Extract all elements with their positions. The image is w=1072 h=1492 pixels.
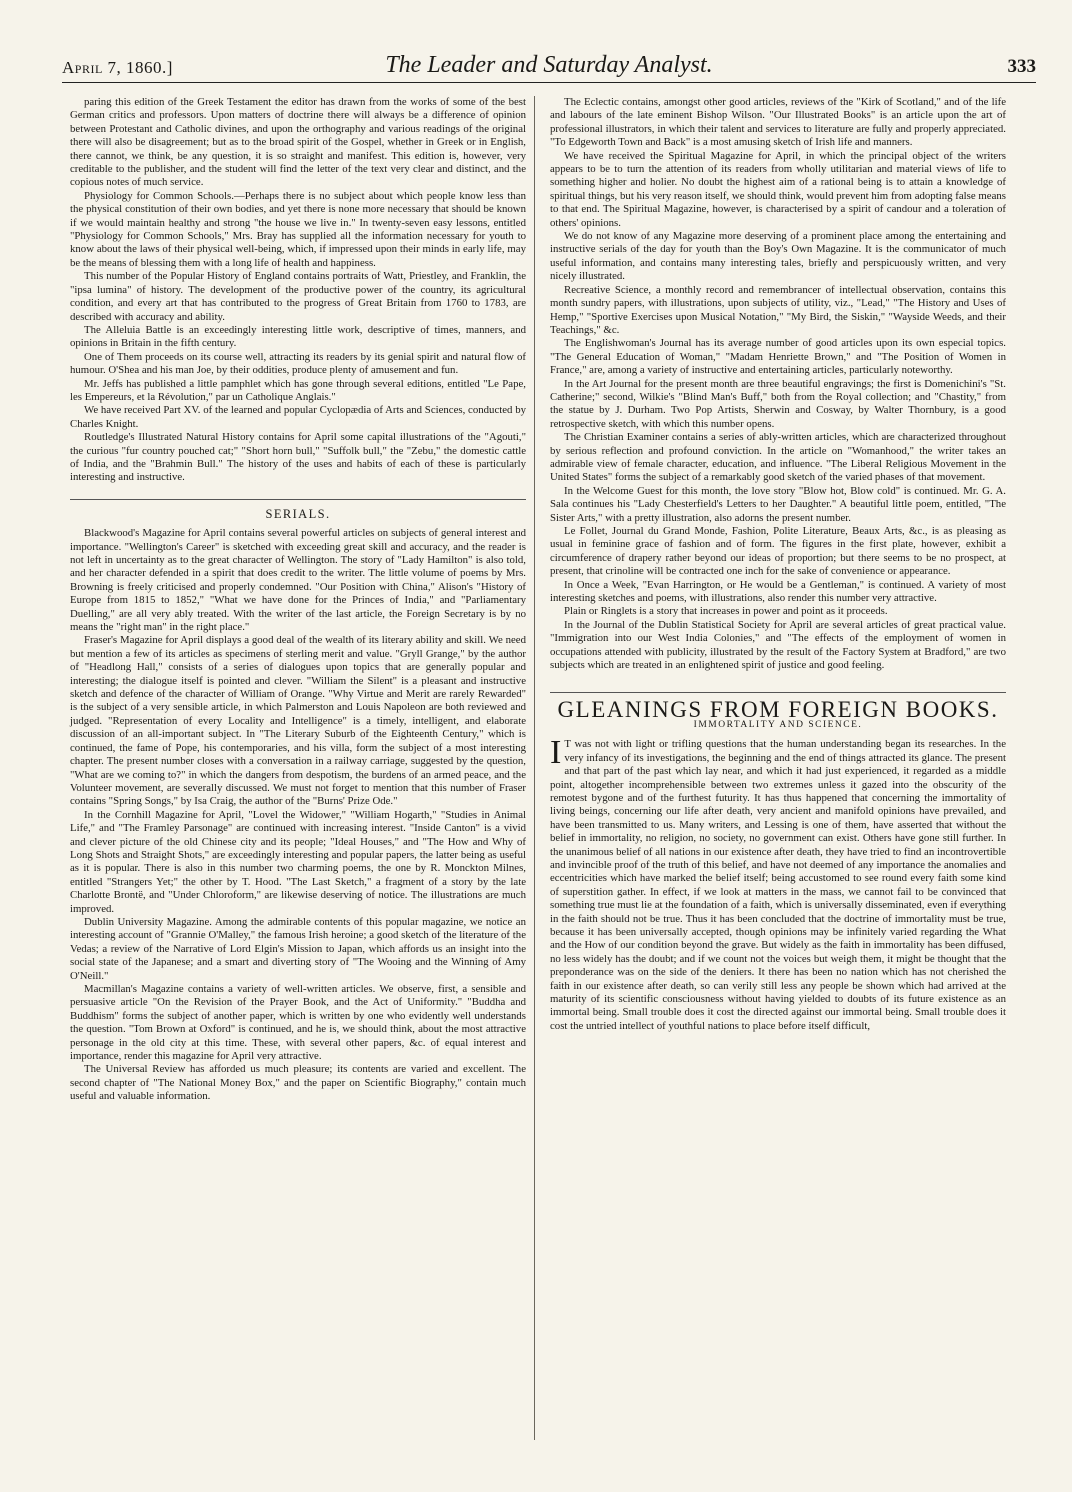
paragraph: Recreative Science, a monthly record and remembrancer of intellectual observation, contains this month sundry papers, with illustrations, upon subjects of utility, viz., "Lead," "The History and Uses of Hemp," "Sportive Exercises upon Musical Notation," "My Bird, the Siskin," "Wayside Weeds, and their Teachings," &c. xyxy=(550,283,1006,336)
paragraph: Macmillan's Magazine contains a variety of well-written articles. We observe, first, a sensible and persuasive article "On the Revision of the Prayer Book, and the Act of Uniformity." "Buddha and Buddhism" forms the subject of another paper, which is written by one who evidently well understands the question. "Tom Brown at Oxford" is continued, and he is, we should think, about the most attractive personage in the old city at this time. These, with several other papers, &c. of equal interest and importance, render this magazine for April very attractive. xyxy=(70,983,526,1063)
page-number: 333 xyxy=(1007,56,1036,77)
paragraph: We have received Part XV. of the learned and popular Cyclopædia of Arts and Sciences, conducted by Charles Knight. xyxy=(70,404,526,430)
paragraph: Blackwood's Magazine for April contains several powerful articles on subjects of general interest and importance. "Wellington's Career" is sketched with exceeding great skill and accuracy, and the reader is not left in uncertainty as to the great character of Wellington. The story of "Lady Hamilton" is also told, and her character defended in a spirit that does credit to the writer. The little volume of poems by Mrs. Browning is freely criticised and properly condemned. "Our Position with China," Alison's "History of Europe from 1815 to 1852," "What we have done for the Princes of India," and "Parliamentary Duelling," are all very ably treated. With the writer of the last article, the Foreign Secretary is by no means the "right man" in the right place." xyxy=(70,527,526,634)
paragraph: In the Cornhill Magazine for April, "Lovel the Widower," "William Hogarth," "Studies in Animal Life," and "The Framley Parsonage" are continued with increasing interest. "Inside Canton" is a vivid and clever picture of the old Chinese city and its people; "Ideal Houses," and "The How and Why of Long Shots and Straight Shots," are exceedingly interesting and popular papers, the latter being as useful as it is popular. There is also in this number two charming poems, the one by R. Monckton Milnes, entitled "Strangers Yet;" the other by T. Hood. "The Last Sketch," a fragment of a story by the late Charlotte Brontë, and "Under Chloroform," are likewise deserving of notice. The illustrations are much improved. xyxy=(70,808,526,915)
paragraph: Dublin University Magazine. Among the admirable contents of this popular magazine, we notice an interesting account of "Grannie O'Malley," the famous Irish heroine; a good sketch of the literature of the Vedas; a review of the Narrative of Lord Elgin's Mission to Japan, which affords us an insight into the social state of the Japanese; and a smart and diverting story of "The Wooing and the Winning of Amy O'Neill." xyxy=(70,915,526,982)
paragraph: The Eclectic contains, amongst other good articles, reviews of the "Kirk of Scotland," and of the life and labours of the late eminent Bishop Wilson. "Our Illustrated Books" is an article upon the art of professional illustrators, in which their talent and services to literature are fully and properly appreciated. "To Edgeworth Town and Back" is a most amusing sketch of Irish life and manners. xyxy=(550,96,1006,149)
right-column xyxy=(550,96,1006,1033)
paragraph: In the Journal of the Dublin Statistical Society for April are several articles of great practical value. "Immigration into our West India Colonies," and "The effects of the employment of women in occupations attended with publicity, illustrated by the result of the Factory System at Bradford," are two subjects which are treated in an enlightened spirit of justice and good feeling. xyxy=(550,618,1006,672)
gleanings-heading: GLEANINGS FROM FOREIGN BOOKS. xyxy=(550,692,1006,716)
paragraph: In Once a Week, "Evan Harrington, or He would be a Gentleman," is continued. A variety of most interesting sketches and poems, with illustrations, also render this number very attractive. xyxy=(550,578,1006,605)
gleanings-text: T was not with light or trifling questions that the human understanding began its researches. In the very infancy of its investigations, the beginning and the end of things attracted its glance. The present and that part of the past which lay near, and which it had just experienced, it regarded as a middle point, altogether incomprehensible between two extremes unless it gazed into the obscurity of the remotest bygone and of the furthest futurity. It has thus happened that concerning the immortality of living beings, concerning our life after death, very ancient and manifold opinions have prevailed, and have been transmitted to us. Many writers, and Lessing is one of them, have asserted that without the belief in immortality, no religion, no society, no government can exist. Others have gone still further. In the unanimous belief of all nations in our existence after death, they have tried to find an incontrovertible and invincible proof of the truth of this belief, and have not deemed of any importance the anomalies and eccentricities which have marked the belief itself; being accustomed to see round every faith some kind of superstition gather. In effect, if we look at matters in the mass, we cannot fail to be convinced that something true must lie at the foundation of a faith, which is universally disseminated, even if everything in the faith should not be true. Thus it has been concluded that the doctrine of immortality must be true, because it has been universally accepted, though opinions may be infinitely varied regarding the What and the How of our condition beyond the grave. But widely as the faith in immortality has been diffused, no less widely has the doubt; and if we count not the voices but weigh them, it might be thought that the preponderance was on the side of the deniers. It there has been no nation which has not cherished the faith in our existence after death, so can verily still less any people be shown which had arrived at the maturity of its scientific consciousness without having yielded to doubts of its future existence as an immortal being. Small trouble does it cost the directed against our immortal being. Small trouble does it cost the untried intellect of youthful nations to place before itself difficult, xyxy=(550,738,1006,1032)
paragraph: We have received the Spiritual Magazine for April, in which the principal object of the writers appears to be to turn the attention of its readers from wholly utilitarian and material views of life to something higher and holier. No doubt the highest aim of a rational being is to attain a knowledge of spiritual things, but his very reason itself, we should think, would prevent him from adopting false means to that end. The Spiritual Magazine, however, is characterised by a spirit of candour and a toleration of others' opinions. xyxy=(550,149,1006,229)
left-column xyxy=(70,96,526,1104)
issue-date: April 7, 1860.] xyxy=(62,58,173,77)
paragraph: Mr. Jeffs has published a little pamphlet which has gone through several editions, entitled "Le Pape, les Empereurs, et la Révolution," par un Catholique Anglais." xyxy=(70,377,526,403)
gleanings-subheading: IMMORTALITY AND SCIENCE. xyxy=(693,719,863,730)
paragraph: Fraser's Magazine for April displays a good deal of the wealth of its literary ability and skill. We need but mention a few of its articles as specimens of sterling merit and value. "Gryll Grange," by the author of "Headlong Hall," consists of a series of dialogues upon topics that are generally popular and interesting; the dialogue itself is pointed and clever. "William the Silent" is a pleasant and instructive sketch and defence of the character of William of Orange. "Why Virtue and Merit are rarely Rewarded" is the subject of a very sensible article, in which Palmerston and Louis Napoleon are both reviewed and judged. "Representation of every Locality and Intelligence" is a timely, intelligent, and elaborate discussion of an all-important subject. In "The Literary Suburb of the Eighteenth Century," which is continued, the fame of Pope, his contemporaries, and his villa, form the subject of a most interesting chapter. The present number closes with a conversation in a railway carriage, suggested by the question, "What are we coming to?" in which the dangers from despotism, the burdens of an armed peace, and the Volunteer movement, are severally discussed. We must not forget to mention that this number of Fraser contains "Spring Songs," by Isa Craig, the author of the "Burns' Prize Ode." xyxy=(70,634,526,808)
paragraph: One of Them proceeds on its course well, attracting its readers by its genial spirit and natural flow of humour. O'Shea and his man Joe, by their oddities, produce plenty of amusement and fun. xyxy=(70,350,526,377)
paragraph: The Alleluia Battle is an exceedingly interesting little work, descriptive of times, manners, and opinions in Britain in the fifth century. xyxy=(70,323,526,350)
serials-heading: SERIALS. xyxy=(70,499,526,521)
drop-cap: I xyxy=(550,734,562,772)
paragraph: The Christian Examiner contains a series of ably-written articles, which are characterized throughout by serious reflection and profound conviction. In the article on "Womanhood," the writer takes an admirable view of female character, education, and influence. "The Liberal Religious Movement in the United States" forms the subject of a remarkably good sketch of the varied phases of that movement. xyxy=(550,431,1006,484)
column-divider xyxy=(534,96,535,1440)
paragraph: Routledge's Illustrated Natural History contains for April some capital illustrations of the "Agouti," the curious "fur country pouched cat;" "Short horn bull," "Suffolk bull," the "Zebu," the domestic cattle of India, and the "Brahmin Bull." The history of the uses and habits of each of these is particularly interesting and instructive. xyxy=(70,431,526,484)
paragraph: This number of the Popular History of England contains portraits of Watt, Priestley, and Franklin, the "ipsa lumina" of history. The development of the productive power of the country, its agricultural condition, and every art that has contributed to the progress of Great Britain from 1760 to 1783, are described with accuracy and ability. xyxy=(70,270,526,323)
paragraph: Physiology for Common Schools.—Perhaps there is no subject about which people know less than the physical constitution of their own bodies, and yet there is none more necessary that should be known if we would maintain healthy and strong "the house we live in." In twenty-seven easy lessons, entitled "Physiology for Common Schools," Mrs. Bray has supplied all the information necessary for youth to know about the laws of their physical well-being, which, if impressed upon their minds in early life, may be the means of blessing them with a long life of health and happiness. xyxy=(70,189,526,269)
paragraph: In the Welcome Guest for this month, the love story "Blow hot, Blow cold" is continued. Mr. G. A. Sala continues his "Lady Chesterfield's Letters to her Daughter." A beautiful little poem, entitled, "The Sister Arts," with a pretty illustration, also adorns the present number. xyxy=(550,484,1006,524)
paragraph: The Universal Review has afforded us much pleasure; its contents are varied and excellent. The second chapter of "The National Money Box," and the paper on Scientific Biography," contain much useful and valuable information. xyxy=(70,1063,526,1103)
running-head xyxy=(62,52,1036,83)
publication-title: The Leader and Saturday Analyst. xyxy=(385,52,713,78)
paragraph: The Englishwoman's Journal has its average number of good articles upon its own especial topics. "The General Education of Woman," "Madam Henriette Brown," and "The Position of Women in France," are, among a variety of instructive and entertaining articles, particularly noteworthy. xyxy=(550,337,1006,377)
paragraph: Le Follet, Journal du Grand Monde, Fashion, Polite Literature, Beaux Arts, &c., is as pleasing as usual in feminine grace of fashion and of form. The figures in the first plate, however, exhibit a circumference of drapery rather beyond our ideas of proportion; but there seems to be no prospect, at present, that crinoline will be contracted one inch for the sake of convenience or appearance. xyxy=(550,525,1006,578)
paragraph: Plain or Ringlets is a story that increases in power and point as it proceeds. xyxy=(564,605,888,618)
paragraph: paring this edition of the Greek Testament the editor has drawn from the works of some of the best German critics and professors. Upon matters of doctrine there will always be a difference of opinion between Protestant and Catholic divines, and upon the orthography and various readings of the original there will also be disagreement; but as to the broad spirit of the Gospel, whether in Greek or in English, there cannot, we think, be any question, it is so straight and manifest. This edition is, however, very creditable to the publisher, and the student will find the letter of the text very clear and distinct, and the copious notes of much service. xyxy=(70,96,526,189)
paragraph: We do not know of any Magazine more deserving of a prominent place among the entertaining and instructive serials of the day for youth than the Boy's Own Magazine. It is the communicator of much useful information, and contains many interesting tales, briefly and perspicuously written, and very nicely illustrated. xyxy=(550,230,1006,283)
paragraph: In the Art Journal for the present month are three beautiful engravings; the first is Domenichini's "St. Catherine;" second, Wilkie's "Blind Man's Buff," both from the Royal collection; and "Chastity," from the statue by J. Durham. Two Pop Artists, Sherwin and Cosway, by Walter Thornbury, is a good retrospective sketch, with which this number opens. xyxy=(550,377,1006,430)
gleanings-article xyxy=(550,734,1006,1033)
